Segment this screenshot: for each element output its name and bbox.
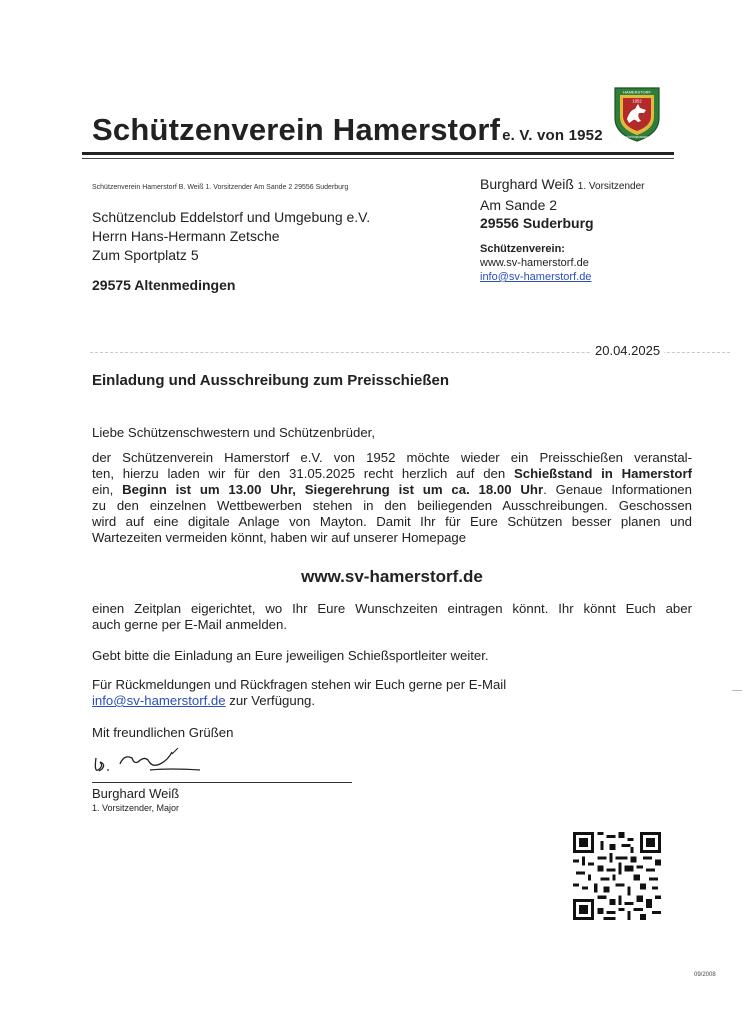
header-rule-thick <box>82 152 674 155</box>
feedback-email-link[interactable]: info@sv-hamerstorf.de <box>92 693 226 708</box>
scan-mark <box>732 690 742 691</box>
sender-return-line: Schützenverein Hamerstorf B. Weiß 1. Vorsitzender Am Sande 2 29556 Suderburg <box>92 184 349 191</box>
recipient-address <box>92 208 370 265</box>
sender-contact-block <box>480 175 645 284</box>
form-code: 09/2008 <box>694 972 716 978</box>
para1-line-2 <box>92 466 692 482</box>
signatory-name: Burghard Weiß <box>92 786 180 801</box>
header-rule-thin <box>82 158 674 159</box>
letter-closing: Mit freundlichen Grüßen <box>92 725 234 740</box>
paragraph-feedback <box>92 677 692 709</box>
para1-line-6: Wartezeiten vermeiden könnt, haben wir auf unserer Homepage <box>92 530 467 545</box>
signatory-role: 1. Vorsitzender, Major <box>92 803 180 813</box>
paragraph-invitation <box>92 450 692 546</box>
recipient-line-2: Herrn Hans-Hermann Zetsche <box>92 228 280 244</box>
paragraph-schedule <box>92 601 692 633</box>
para1-line-4: zu den einzelnen Wettbewerben stehen in den beiliegenden Ausschreibungen. Geschossen <box>92 498 692 513</box>
letter-subject: Einladung und Ausschreibung zum Preisschießen <box>92 372 449 389</box>
para1-line-3 <box>92 482 692 498</box>
para1-line-1: der Schützenverein Hamerstorf e.V. von 1952 möchte wieder ein Preisschießen veranstal- <box>92 450 692 465</box>
contact-city: 29556 Suderburg <box>480 215 594 231</box>
para1-times: Beginn ist um 13.00 Uhr, Siegerehrung ist um ca. 18.00 Uhr <box>122 482 544 497</box>
signature-line <box>92 782 352 783</box>
contact-website[interactable]: www.sv-hamerstorf.de <box>480 257 589 269</box>
para4-line-2-rest: zur Verfügung. <box>225 693 316 708</box>
para4-line-1: Für Rückmeldungen und Rückfragen stehen wir Euch gerne per E-Mail <box>92 677 507 692</box>
contact-email-link[interactable]: info@sv-hamerstorf.de <box>480 271 592 283</box>
club-logo <box>612 86 662 142</box>
para1-line-3-start: ein, <box>92 482 123 497</box>
contact-label: Schützenverein: <box>480 243 565 255</box>
recipient-line-1: Schützenclub Eddelstorf und Umgebung e.V. <box>92 209 371 225</box>
contact-name: Burghard Weiß <box>480 176 574 192</box>
para1-line-2-text: ten, hierzu laden wir für den 31.05.2025 recht herzlich auf den <box>92 466 514 481</box>
paragraph-forward: Gebt bitte die Einladung an Eure jeweiligen Schießsportleiter weiter. <box>92 648 489 663</box>
logo-bottom-text: SCHÜTZENVEREIN <box>626 136 648 139</box>
contact-name-line <box>480 175 645 196</box>
para2-line-2: auch gerne per E-Mail anmelden. <box>92 617 287 632</box>
logo-year-text: 1952 <box>632 98 642 104</box>
club-name-heading <box>92 112 603 148</box>
contact-street: Am Sande 2 <box>480 197 558 213</box>
homepage-url[interactable]: www.sv-hamerstorf.de <box>301 567 483 586</box>
para1-line-5: wird auf eine digitale Anlage von Mayton. Damit Ihr für Eure Schützen besser planen und <box>92 514 692 529</box>
para1-venue: Schießstand in Hamerstorf <box>513 466 692 481</box>
para2-line-1: einen Zeitplan eigerichtet, wo Ihr Eure Wunschzeiten eintragen könnt. Ihr könnt Euch aber <box>92 601 692 616</box>
para4-line-2 <box>92 693 692 709</box>
letter-date: 20.04.2025 <box>591 343 664 358</box>
handwritten-signature <box>90 742 210 778</box>
recipient-line-3: Zum Sportplatz 5 <box>92 247 199 263</box>
club-name: Schützenverein Hamerstorf <box>92 112 501 147</box>
contact-role: 1. Vorsitzender <box>577 181 645 192</box>
recipient-city: 29575 Altenmedingen <box>92 277 236 293</box>
logo-top-text: HAMERSTORF <box>623 89 651 95</box>
para1-line-3-end: . Genaue Informationen <box>543 482 692 497</box>
qr-code[interactable] <box>573 832 661 920</box>
club-suffix: e. V. von 1952 <box>502 127 603 144</box>
letter-greeting: Liebe Schützenschwestern und Schützenbrüder, <box>92 425 375 440</box>
